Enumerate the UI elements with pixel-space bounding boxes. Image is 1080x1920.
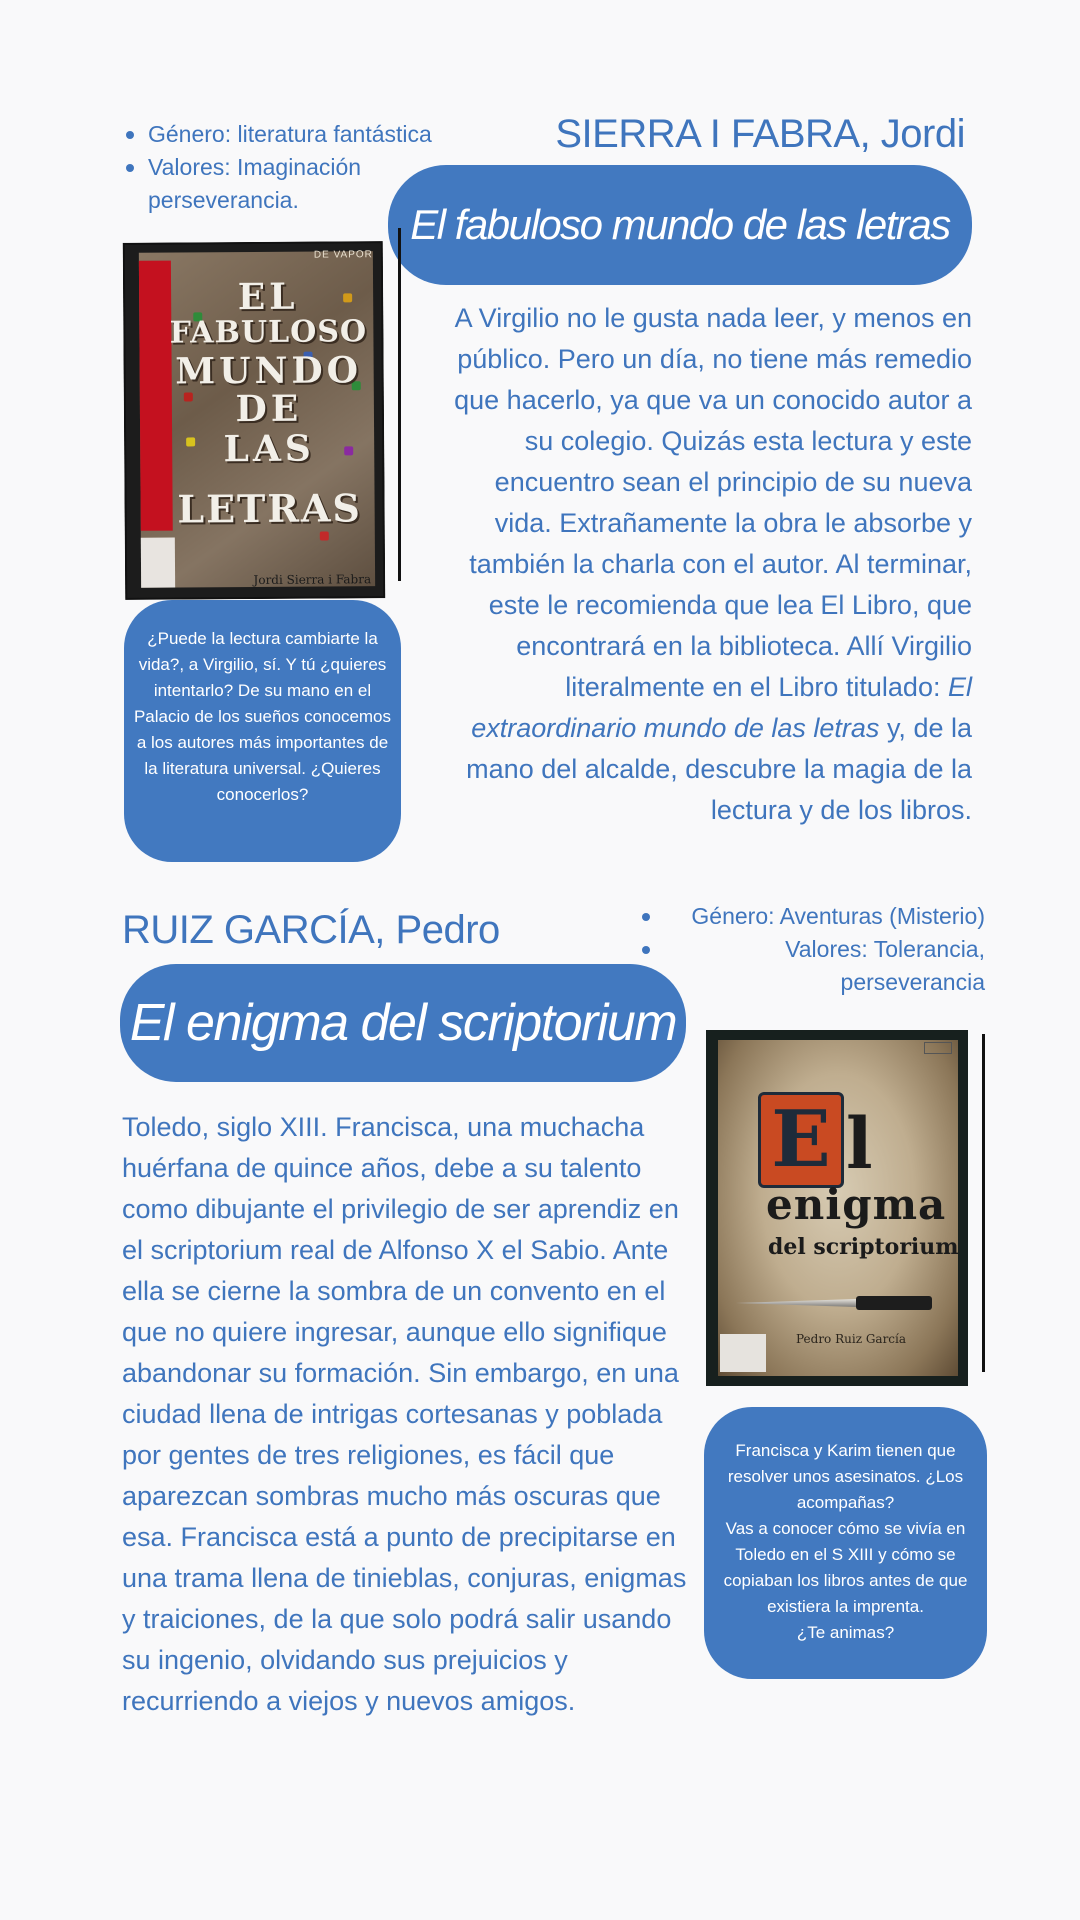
book2-cover-line: enigma	[766, 1180, 947, 1229]
book1-cover-line: LETRAS	[177, 485, 363, 532]
book1-divider	[398, 228, 401, 581]
book2-title: El enigma del scriptorium	[120, 964, 686, 1082]
book1-question-bubble	[124, 600, 401, 862]
book2-synopsis: Toledo, siglo XIII. Francisca, una muchacha huérfana de quince años, debe a su talento como dibujante el privilegio de ser aprendiz en el scriptorium real de Alfonso X el Sabio. Ante ella se cierne la sombra de un convento en el que no quiere ingresar, aunque ello signifique abandonar su formación. Sin embargo, en una ciudad llena de intrigas cortesanas y poblada por gentes de tres religiones, es fácil que aparezcan sombras mucho más oscuras que esa. Francisca está a punto de precipitarse en una trama llena de tinieblas, conjuras, enigmas y traiciones, de la que solo podrá salir usando su ingenio, olvidando sus prejuicios y recurriendo a viejos y nuevos amigos.	[122, 1112, 687, 1716]
book2-divider	[982, 1034, 985, 1372]
book2-values: Valores: Tolerancia, perseverancia	[640, 933, 985, 999]
book2-genre: Género: Aventuras (Misterio)	[640, 900, 985, 933]
book1-cover-line: LAS	[223, 427, 315, 471]
book1-cover-line: MUNDO	[175, 349, 363, 393]
book1-author: SIERRA I FABRA, Jordi	[555, 112, 965, 156]
book2-cover-initial: E	[758, 1092, 844, 1188]
book1-cover-line: EL	[237, 275, 299, 319]
book1-synopsis-text: A Virgilio no le gusta nada leer, y menos en público. Pero un día, no tiene más remedio que hacerlo, ya que va un conocido autor a su colegio. Quizás esta lectura y este encuentro sean el principio de su nueva vida. Extrañamente la obra le absorbe y también la charla con el autor. Al terminar, este le recomienda que lea El Libro, que encontrará en la biblioteca. Allí Virgilio literalmente en el Libro titulado:	[454, 303, 972, 702]
book1-cover-image	[123, 241, 385, 600]
book1-cover-line: DE	[235, 387, 303, 431]
book2-cover-line: l	[846, 1102, 873, 1185]
book2-cover-line: del scriptorium	[768, 1234, 959, 1260]
book2-cover-image	[706, 1030, 968, 1386]
dagger-icon	[736, 1296, 932, 1310]
book1-synopsis-book-title: El extraordinario mundo de las letras	[471, 672, 972, 743]
book1-cover-strip: DE VAPOR	[313, 249, 373, 261]
book1-cover-line: FABULOSO	[169, 314, 368, 351]
book1-values: Valores: Imaginación perseverancia.	[148, 151, 448, 217]
book1-title: El fabuloso mundo de las letras	[388, 165, 972, 285]
book2-info-list	[640, 900, 985, 999]
book2-question-bubble: Francisca y Karim tienen que resolver unos asesinatos. ¿Los acompañas? Vas a conocer cómo se vivía en Toledo en el S XIII y cómo se copiaban los libros antes de que existiera la imprenta. ¿Te animas?	[704, 1407, 987, 1679]
book1-bubble-text: ¿Puede la lectura cambiarte la vida?, a Virgilio, sí. Y tú ¿quieres intentarlo? De su mano en el Palacio de los sueños conocemos a los autores más importantes de la literatura universal. ¿Quieres conocerlos?	[133, 629, 392, 804]
book2-author: RUIZ GARCÍA, Pedro	[122, 908, 500, 952]
book2-cover-author: Pedro Ruiz García	[796, 1332, 907, 1346]
book1-synopsis	[440, 298, 972, 831]
book1-cover-author: Jordi Sierra i Fabra	[253, 572, 372, 588]
book1-genre: Género: literatura fantástica	[148, 118, 448, 151]
book1-synopsis-end: y, de la mano del alcalde, descubre la magia de la lectura y de los libros.	[466, 713, 972, 825]
